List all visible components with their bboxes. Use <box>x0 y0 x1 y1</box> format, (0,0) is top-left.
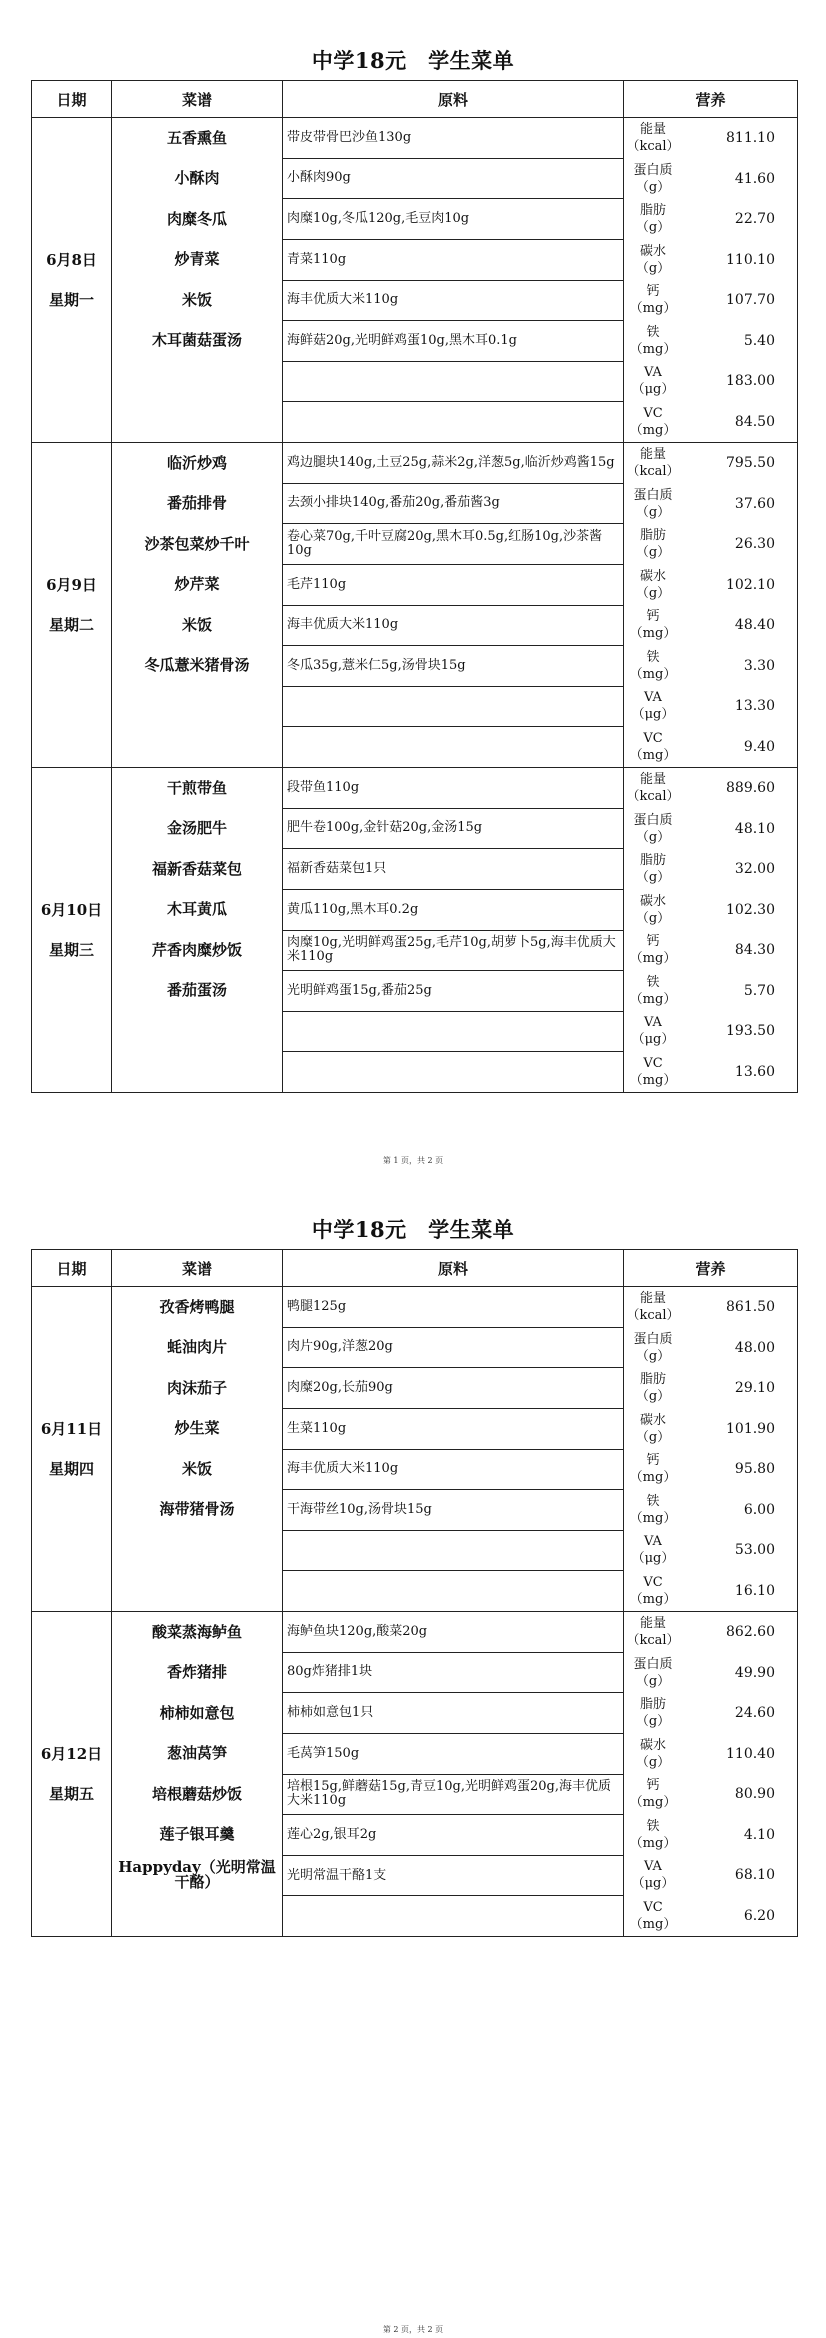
nutrient-name: 脂肪 （g） <box>635 1372 671 1405</box>
nutrient-name: 脂肪 （g） <box>635 853 671 886</box>
nutrition-item <box>624 1011 797 1052</box>
nutrient-value: 49.90 <box>734 1664 775 1681</box>
dish-item: 福新香菇菜包 <box>151 859 242 878</box>
nutrient-value: 795.50 <box>726 455 775 472</box>
dish-item: 肉糜冬瓜 <box>166 209 227 228</box>
nutrient-value: 6.00 <box>743 1501 775 1518</box>
dish-item: 木耳黄瓜 <box>166 900 227 919</box>
menu-table <box>31 80 798 1093</box>
dish-item: 冬瓜薏米猪骨汤 <box>144 656 250 675</box>
nutrition-item <box>624 159 797 200</box>
nutrition-item <box>624 1571 797 1612</box>
nutrition-item <box>624 1490 797 1531</box>
nutrient-name: 能量 （kcal） <box>626 772 680 805</box>
dishes-cell <box>112 443 283 768</box>
dishes-cell <box>112 118 283 443</box>
nutrient-name: 铁 （mg） <box>629 1818 677 1851</box>
nutrient-name: VC （mg） <box>629 1055 677 1088</box>
nutrient-value: 48.40 <box>734 617 775 634</box>
ingredient-cell: 带皮带骨巴沙鱼130g <box>283 118 624 159</box>
header-dishes: 菜谱 <box>112 1250 283 1287</box>
ingredient-cell <box>283 686 624 727</box>
date-label: 6月9日 <box>46 576 97 594</box>
dishes-cell <box>112 768 283 1093</box>
weekday-label: 星期五 <box>48 1785 94 1803</box>
dish-item: 酸菜蒸海鲈鱼 <box>151 1622 242 1641</box>
nutrition-item <box>624 1653 797 1694</box>
nutrition-item <box>624 1734 797 1775</box>
ingredient-cell <box>283 361 624 402</box>
nutrient-name: 碳水 （g） <box>635 243 671 276</box>
ingredient-cell: 鸭腿125g <box>283 1287 624 1328</box>
ingredient-cell <box>283 1571 624 1612</box>
ingredient-cell: 海丰优质大米110g <box>283 605 624 646</box>
dish-item: 干煎带鱼 <box>166 778 227 797</box>
ingredient-cell: 海鲈鱼块120g,酸菜20g <box>283 1612 624 1653</box>
nutrition-item <box>624 686 797 727</box>
nutrient-name: 能量 （kcal） <box>626 447 680 480</box>
nutrient-value: 102.30 <box>726 901 775 918</box>
nutrient-name: 蛋白质 （g） <box>633 487 673 520</box>
dish-item: 米饭 <box>181 1459 212 1478</box>
nutrition-cell <box>624 118 798 443</box>
ingredient-cell <box>283 1896 624 1937</box>
nutrient-value: 9.40 <box>743 738 775 755</box>
nutrition-item <box>624 1449 797 1490</box>
dish-item: 炒青菜 <box>174 250 220 269</box>
nutrient-name: VA （μg） <box>631 1859 675 1892</box>
nutrition-cell <box>624 1287 798 1612</box>
nutrient-name: 蛋白质 （g） <box>633 812 673 845</box>
nutrient-value: 811.10 <box>726 130 775 147</box>
table-row <box>32 1287 798 1328</box>
ingredient-cell: 柿柿如意包1只 <box>283 1693 624 1734</box>
nutrition-item <box>624 1368 797 1409</box>
ingredient-cell: 肥牛卷100g,金针菇20g,金汤15g <box>283 808 624 849</box>
ingredient-cell: 福新香菇菜包1只 <box>283 849 624 890</box>
page-title: 中学18元 学生菜单 <box>311 1217 515 1242</box>
dish-item: 柿柿如意包 <box>159 1703 235 1722</box>
nutrition-item <box>624 524 797 565</box>
nutrition-item <box>624 809 797 850</box>
nutrition-item <box>624 849 797 890</box>
nutrient-name: VA （μg） <box>631 1534 675 1567</box>
nutrition-cell <box>624 1612 798 1937</box>
ingredient-cell: 光明鲜鸡蛋15g,番茄25g <box>283 971 624 1012</box>
header-ingredients: 原料 <box>283 1250 624 1287</box>
nutrient-value: 13.60 <box>734 1063 775 1080</box>
day-block <box>32 768 798 1093</box>
dish-item: 沙茶包菜炒千叶 <box>144 534 250 553</box>
ingredient-cell: 卷心菜70g,千叶豆腐20g,黑木耳0.5g,红肠10g,沙茶酱10g <box>283 524 624 565</box>
ingredient-cell: 肉糜10g,光明鲜鸡蛋25g,毛芹10g,胡萝卜5g,海丰优质大米110g <box>283 930 624 971</box>
day-block <box>32 1612 798 1937</box>
header-date: 日期 <box>32 81 112 118</box>
nutrition-item <box>624 930 797 971</box>
table-header-row <box>32 81 798 118</box>
dish-item: 海带猪骨汤 <box>159 1500 235 1519</box>
ingredient-cell: 肉片90g,洋葱20g <box>283 1327 624 1368</box>
nutrient-value: 889.60 <box>726 780 775 797</box>
ingredient-cell: 小酥肉90g <box>283 158 624 199</box>
nutrition-cell <box>624 443 798 768</box>
nutrition-item <box>624 199 797 240</box>
nutrition-item <box>624 443 797 484</box>
ingredient-cell: 海鲜菇20g,光明鲜鸡蛋10g,黑木耳0.1g <box>283 321 624 362</box>
nutrient-value: 22.70 <box>734 211 775 228</box>
nutrient-value: 80.90 <box>734 1786 775 1803</box>
nutrient-name: 铁 （mg） <box>629 649 677 682</box>
table-row <box>32 768 798 809</box>
nutrition-item <box>624 484 797 525</box>
dish-item: 芹香肉糜炒饭 <box>151 940 242 959</box>
nutrient-value: 4.10 <box>743 1826 775 1843</box>
dish-item: 肉沫茄子 <box>166 1378 227 1397</box>
dish-item: 米饭 <box>181 615 212 634</box>
ingredient-cell: 生菜110g <box>283 1408 624 1449</box>
nutrition-item <box>624 890 797 931</box>
dish-item: 番茄排骨 <box>166 494 227 513</box>
nutrient-name: 钙 （mg） <box>629 1778 677 1811</box>
nutrient-value: 13.30 <box>734 698 775 715</box>
table-row <box>32 1612 798 1653</box>
ingredient-cell: 光明常温干酪1支 <box>283 1855 624 1896</box>
nutrition-item <box>624 646 797 687</box>
date-cell <box>32 1612 112 1937</box>
nutrition-item <box>624 1052 797 1093</box>
nutrition-item <box>624 280 797 321</box>
nutrition-item <box>624 1530 797 1571</box>
dish-item: 小酥肉 <box>174 169 220 188</box>
dish-item: 莲子银耳羹 <box>159 1825 235 1844</box>
dish-item: 米饭 <box>181 290 212 309</box>
nutrient-value: 68.10 <box>734 1867 775 1884</box>
dish-item: 炒芹菜 <box>174 575 220 594</box>
nutrition-cell <box>624 768 798 1093</box>
date-cell <box>32 118 112 443</box>
ingredient-cell: 鸡边腿块140g,土豆25g,蒜米2g,洋葱5g,临沂炒鸡酱15g <box>283 443 624 484</box>
date-label: 6月10日 <box>40 901 103 919</box>
page-2 <box>0 1169 826 2338</box>
ingredient-cell: 肉糜20g,长茄90g <box>283 1368 624 1409</box>
nutrient-value: 16.10 <box>734 1582 775 1599</box>
nutrition-item <box>624 971 797 1012</box>
nutrient-name: 脂肪 （g） <box>635 528 671 561</box>
nutrient-value: 29.10 <box>734 1380 775 1397</box>
nutrient-value: 37.60 <box>734 495 775 512</box>
dish-item: 临沂炒鸡 <box>166 453 227 472</box>
dish-item: 香炸猪排 <box>166 1663 227 1682</box>
ingredient-cell: 去颈小排块140g,番茄20g,番茄酱3g <box>283 483 624 524</box>
weekday-label: 星期一 <box>48 291 94 309</box>
nutrient-value: 84.30 <box>734 942 775 959</box>
nutrient-name: 脂肪 （g） <box>635 203 671 236</box>
ingredient-cell <box>283 1530 624 1571</box>
day-block <box>32 118 798 443</box>
dish-item: 孜香烤鸭腿 <box>159 1297 235 1316</box>
nutrient-name: 钙 （mg） <box>629 609 677 642</box>
nutrient-value: 102.10 <box>726 576 775 593</box>
header-ingredients: 原料 <box>283 81 624 118</box>
page-footer: 第 1 页，共 2 页 <box>382 1156 444 1165</box>
ingredient-cell: 干海带丝10g,汤骨块15g <box>283 1490 624 1531</box>
weekday-label: 星期四 <box>48 1460 94 1478</box>
page-title: 中学18元 学生菜单 <box>311 48 515 73</box>
nutrition-item <box>624 1693 797 1734</box>
ingredient-cell <box>283 727 624 768</box>
dish-item: 木耳菌菇蛋汤 <box>151 331 242 350</box>
dishes-cell <box>112 1287 283 1612</box>
table-row <box>32 118 798 159</box>
ingredient-cell: 段带鱼110g <box>283 768 624 809</box>
nutrient-value: 862.60 <box>726 1624 775 1641</box>
ingredient-cell: 培根15g,鲜蘑菇15g,青豆10g,光明鲜鸡蛋20g,海丰优质大米110g <box>283 1774 624 1815</box>
ingredient-cell: 海丰优质大米110g <box>283 280 624 321</box>
dishes-cell <box>112 1612 283 1937</box>
nutrient-name: VA （μg） <box>631 1015 675 1048</box>
nutrition-item <box>624 565 797 606</box>
ingredient-cell: 冬瓜35g,薏米仁5g,汤骨块15g <box>283 646 624 687</box>
nutrient-value: 5.40 <box>743 332 775 349</box>
date-cell <box>32 1287 112 1612</box>
nutrient-value: 5.70 <box>743 982 775 999</box>
nutrition-item <box>624 605 797 646</box>
nutrient-name: 蛋白质 （g） <box>633 1331 673 1364</box>
nutrient-value: 107.70 <box>726 292 775 309</box>
dish-item: 金汤肥牛 <box>166 819 227 838</box>
nutrient-name: 铁 （mg） <box>629 1493 677 1526</box>
nutrient-value: 26.30 <box>734 536 775 553</box>
nutrient-name: 钙 （mg） <box>629 1453 677 1486</box>
nutrient-name: 能量 （kcal） <box>626 122 680 155</box>
nutrient-value: 6.20 <box>743 1907 775 1924</box>
nutrient-name: 蛋白质 （g） <box>633 1656 673 1689</box>
date-label: 6月8日 <box>46 251 97 269</box>
dish-item: 培根蘑菇炒饭 <box>151 1784 242 1803</box>
nutrition-item <box>624 361 797 402</box>
nutrient-value: 48.10 <box>734 820 775 837</box>
nutrient-value: 84.50 <box>734 413 775 430</box>
dish-item: Happyday（光明常温干酪） <box>118 1858 276 1892</box>
header-dishes: 菜谱 <box>112 81 283 118</box>
dish-item: 葱油莴笋 <box>166 1744 227 1763</box>
nutrient-name: 碳水 （g） <box>635 893 671 926</box>
nutrient-value: 41.60 <box>734 170 775 187</box>
nutrient-name: VA （μg） <box>631 690 675 723</box>
header-date: 日期 <box>32 1250 112 1287</box>
ingredient-cell <box>283 1011 624 1052</box>
ingredient-cell: 毛莴笋150g <box>283 1733 624 1774</box>
nutrition-item <box>624 1328 797 1369</box>
header-nutrition: 营养 <box>624 1250 798 1287</box>
nutrient-name: 能量 （kcal） <box>626 1291 680 1324</box>
nutrient-value: 3.30 <box>743 657 775 674</box>
nutrient-value: 95.80 <box>734 1461 775 1478</box>
nutrition-item <box>624 1896 797 1937</box>
page-footer: 第 2 页，共 2 页 <box>382 2325 444 2334</box>
nutrient-name: VC （mg） <box>629 1574 677 1607</box>
nutrient-value: 53.00 <box>734 1542 775 1559</box>
nutrition-item <box>624 240 797 281</box>
nutrition-item <box>624 1855 797 1896</box>
nutrition-item <box>624 768 797 809</box>
header-nutrition: 营养 <box>624 81 798 118</box>
weekday-label: 星期三 <box>48 941 94 959</box>
nutrient-name: 钙 （mg） <box>629 934 677 967</box>
nutrient-name: VC （mg） <box>629 405 677 438</box>
nutrient-name: VC （mg） <box>629 1899 677 1932</box>
date-label: 6月11日 <box>40 1420 103 1438</box>
nutrition-item <box>624 1612 797 1653</box>
nutrient-value: 101.90 <box>726 1420 775 1437</box>
nutrition-item <box>624 402 797 443</box>
nutrient-value: 110.40 <box>726 1745 775 1762</box>
nutrient-value: 32.00 <box>734 861 775 878</box>
date-label: 6月12日 <box>40 1745 103 1763</box>
dish-item: 五香熏鱼 <box>166 128 227 147</box>
dish-item: 番茄蛋汤 <box>166 981 227 1000</box>
table-row <box>32 443 798 484</box>
nutrient-name: 碳水 （g） <box>635 568 671 601</box>
nutrient-name: 铁 （mg） <box>629 974 677 1007</box>
day-block <box>32 1287 798 1612</box>
ingredient-cell: 莲心2g,银耳2g <box>283 1815 624 1856</box>
ingredient-cell: 黄瓜110g,黑木耳0.2g <box>283 889 624 930</box>
ingredient-cell: 海丰优质大米110g <box>283 1449 624 1490</box>
nutrition-item <box>624 727 797 768</box>
weekday-label: 星期二 <box>48 616 94 634</box>
nutrient-value: 110.10 <box>726 251 775 268</box>
table-header-row <box>32 1250 798 1287</box>
ingredient-cell: 毛芹110g <box>283 564 624 605</box>
nutrition-item <box>624 1287 797 1328</box>
ingredient-cell: 肉糜10g,冬瓜120g,毛豆肉10g <box>283 199 624 240</box>
nutrient-name: 铁 （mg） <box>629 324 677 357</box>
nutrition-item <box>624 1815 797 1856</box>
nutrition-item <box>624 1774 797 1815</box>
nutrient-value: 183.00 <box>726 373 775 390</box>
day-block <box>32 443 798 768</box>
dish-item: 蚝油肉片 <box>166 1338 227 1357</box>
menu-table <box>31 1249 798 1937</box>
nutrient-name: 能量 （kcal） <box>626 1616 680 1649</box>
nutrient-value: 193.50 <box>726 1023 775 1040</box>
ingredient-cell: 80g炸猪排1块 <box>283 1652 624 1693</box>
nutrient-value: 48.00 <box>734 1339 775 1356</box>
nutrition-item <box>624 1409 797 1450</box>
dish-item: 炒生菜 <box>174 1419 220 1438</box>
nutrient-name: 碳水 （g） <box>635 1737 671 1770</box>
nutrient-name: 碳水 （g） <box>635 1412 671 1445</box>
nutrient-value: 861.50 <box>726 1299 775 1316</box>
nutrient-name: VC （mg） <box>629 730 677 763</box>
nutrition-item <box>624 321 797 362</box>
ingredient-cell: 青菜110g <box>283 239 624 280</box>
ingredient-cell <box>283 1052 624 1093</box>
nutrient-name: 蛋白质 （g） <box>633 162 673 195</box>
date-cell <box>32 443 112 768</box>
nutrition-item <box>624 118 797 159</box>
ingredient-cell <box>283 402 624 443</box>
nutrient-name: VA （μg） <box>631 365 675 398</box>
nutrient-name: 钙 （mg） <box>629 284 677 317</box>
nutrient-value: 24.60 <box>734 1705 775 1722</box>
date-cell <box>32 768 112 1093</box>
nutrient-name: 脂肪 （g） <box>635 1697 671 1730</box>
